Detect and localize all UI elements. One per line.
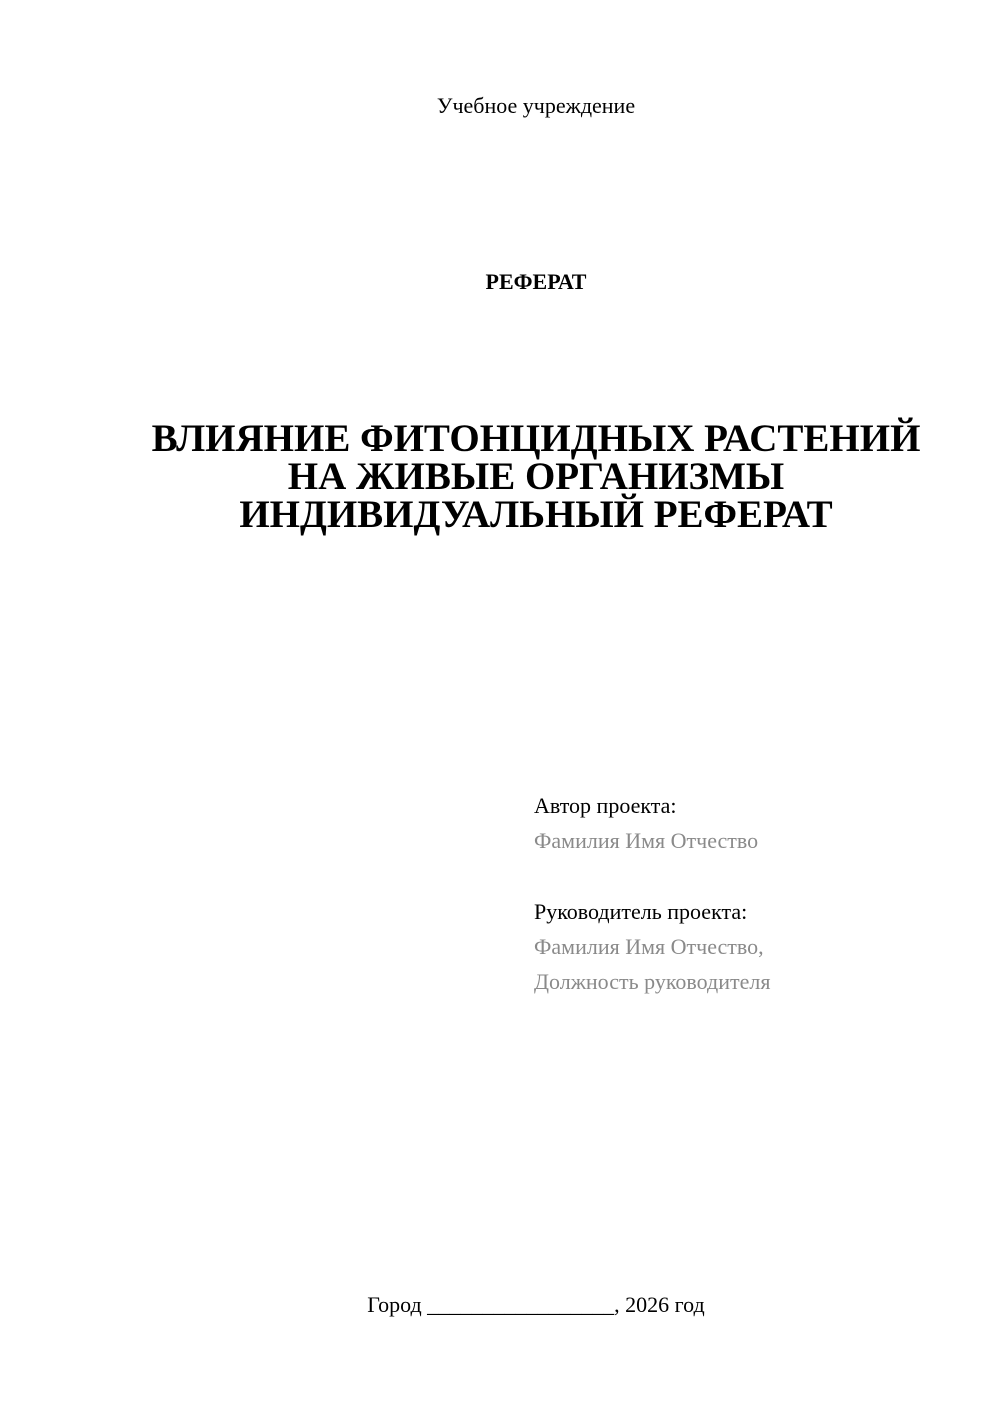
city-year-line: Город _________________, 2026 год	[367, 1292, 705, 1317]
title-line: ИНДИВИДУАЛЬНЫЙ РЕФЕРАТ	[239, 493, 833, 536]
project-info	[534, 788, 974, 999]
spacer	[534, 858, 974, 894]
supervisor-label: Руководитель проекта:	[534, 899, 748, 924]
supervisor-position: Должность руководителя	[534, 969, 771, 994]
document-type: РЕФЕРАТ	[485, 269, 587, 294]
author-label: Автор проекта:	[534, 793, 677, 818]
document-title	[0, 417, 1000, 536]
supervisor-name: Фамилия Имя Отчество,	[534, 934, 764, 959]
title-line: НА ЖИВЫЕ ОРГАНИЗМЫ	[287, 455, 785, 498]
title-line: ВЛИЯНИЕ ФИТОНЦИДНЫХ РАСТЕНИЙ	[151, 417, 921, 460]
author-name: Фамилия Имя Отчество	[534, 828, 759, 853]
institution-name: Учебное учреждение	[436, 93, 636, 118]
